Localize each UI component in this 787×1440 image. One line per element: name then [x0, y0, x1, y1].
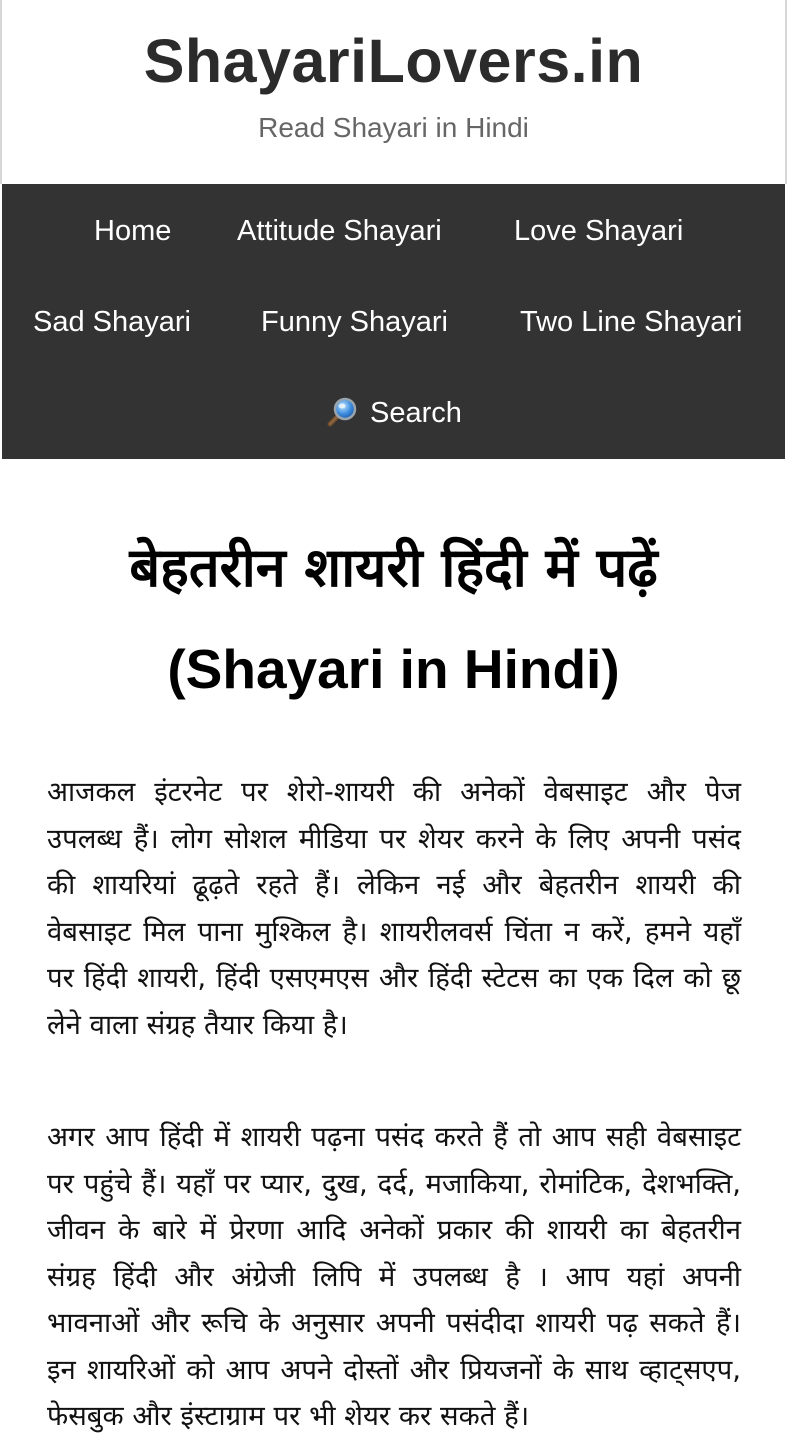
site-title[interactable]: ShayariLovers.in — [143, 27, 644, 95]
nav-item-two-line-shayari[interactable]: Two Line Shayari — [520, 306, 743, 338]
header-left-border — [0, 0, 2, 184]
site-tagline: Read Shayari in Hindi — [258, 112, 529, 143]
site-header — [0, 0, 787, 184]
main-navigation — [2, 184, 785, 459]
nav-item-attitude-shayari[interactable]: Attitude Shayari — [237, 215, 442, 247]
page-headline-hindi: बेहतरीन शायरी हिंदी में पढ़ें — [129, 536, 658, 599]
nav-item-funny-shayari[interactable]: Funny Shayari — [261, 306, 448, 338]
intro-paragraph-1: आजकल इंटरनेट पर शेरो-शायरी की अनेकों वेबसाइट और पेज उपलब्ध हैं। लोग सोशल मीडिया पर शेयर करने के लिए अपनी पसंद की शायरियां ढूढ़ते रहते हैं। लेकिन नई और बेहतरीन शायरी की वेबसाइट मिल पाना मुश्किल है। शायरीलवर्स चिंता न करें, हमने यहाँ पर हिंदी शायरी, हिंदी एसएमएस और हिंदी स्टेटस का एक दिल को छू लेने वाला संग्रह तैयार किया है। — [47, 776, 741, 1041]
page-headline-english: (Shayari in Hindi) — [167, 638, 620, 700]
nav-item-search[interactable] — [324, 396, 462, 430]
search-label: Search — [370, 397, 462, 429]
magnifying-glass-icon — [324, 396, 358, 430]
nav-item-sad-shayari[interactable]: Sad Shayari — [33, 306, 191, 338]
nav-item-love-shayari[interactable]: Love Shayari — [514, 215, 684, 247]
intro-paragraph-2: अगर आप हिंदी में शायरी पढ़ना पसंद करते हैं तो आप सही वेबसाइट पर पहुंचे हैं। यहाँ पर प्यार, दुख, दर्द, मजाकिया, रोमांटिक, देशभक्ति, जीवन के बारे में प्रेरणा आदि अनेकों प्रकार की शायरी का बेहतरीन संग्रह हिंदी और अंग्रेजी लिपि में उपलब्ध है । आप यहां अपनी भावनाओं और रूचि के अनुसार अपनी पसंदीदा शायरी पढ़ सकते हैं। इन शायरिओं को आप अपने दोस्तों और प्रियजनों के साथ व्हाट्सएप, फेसबुक और इंस्टाग्राम पर भी शेयर कर सकते हैं। — [47, 1121, 741, 1432]
nav-item-home[interactable]: Home — [94, 215, 172, 247]
